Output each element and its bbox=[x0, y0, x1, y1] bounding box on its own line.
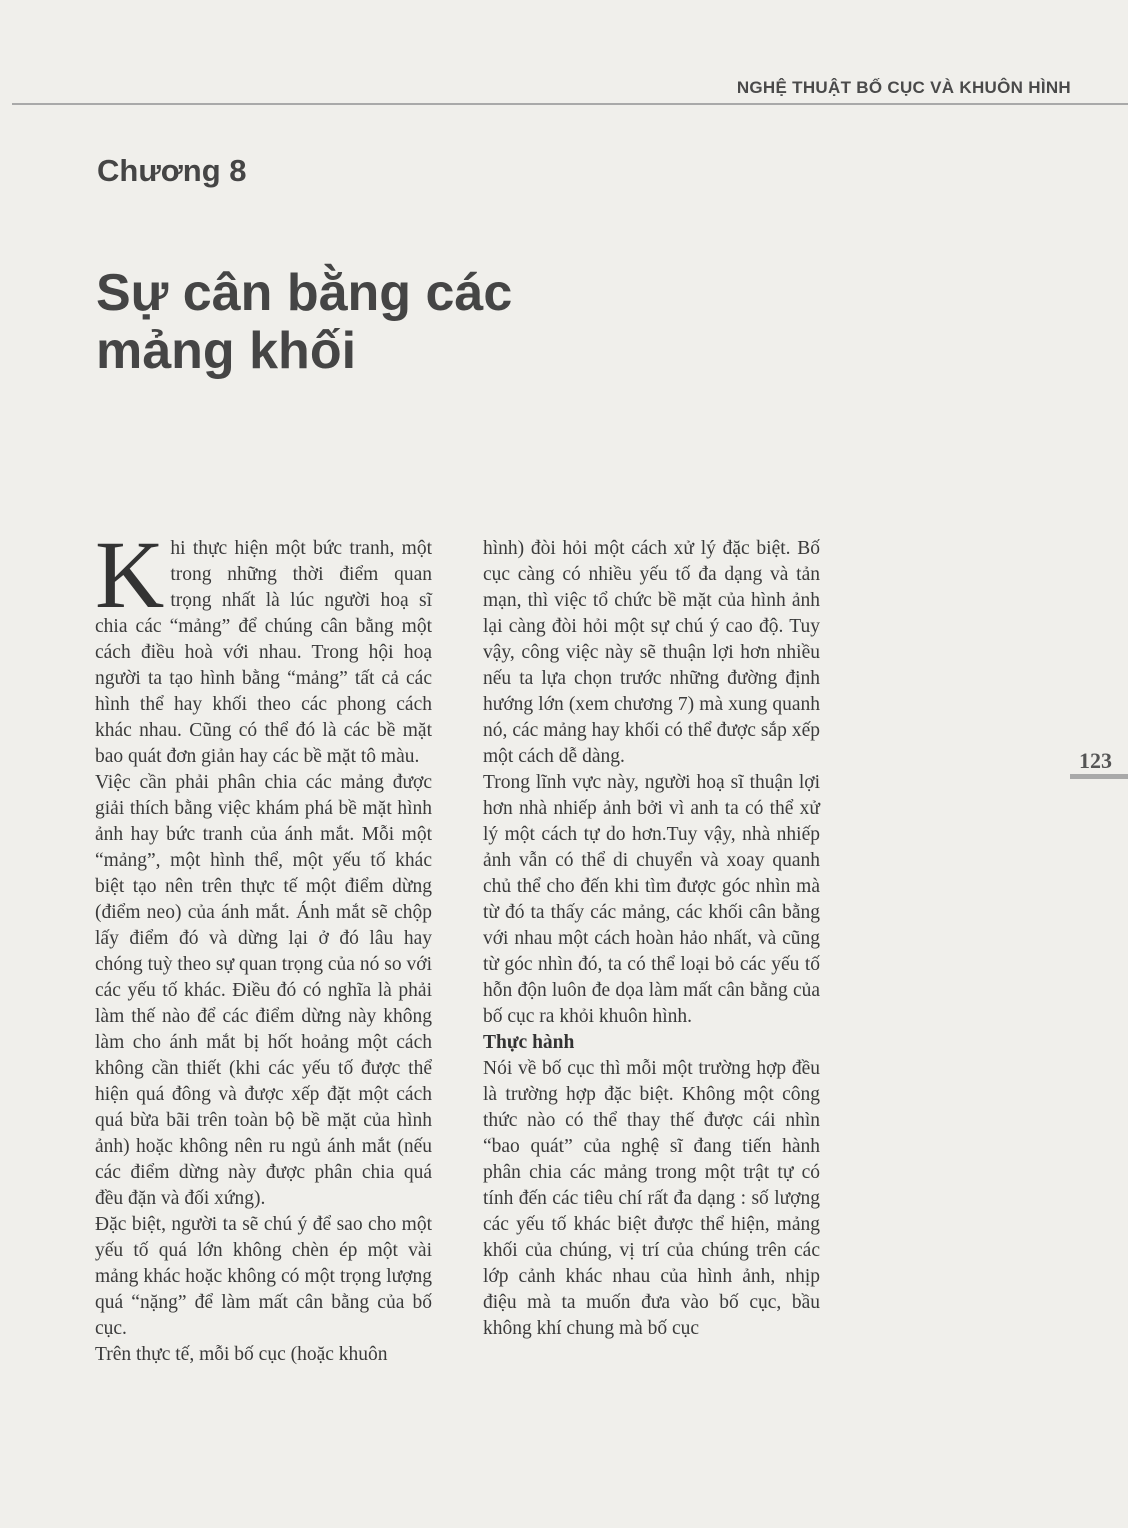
paragraph-6: Trong lĩnh vực này, người hoạ sĩ thuận lợi hơn nhà nhiếp ảnh bởi vì anh ta có thể xử lý một cách tự do hơn.Tuy vậy, nhà nhiếp ảnh vẫn có thể di chuyển và xoay quanh chủ thể cho đến khi tìm được góc nhìn mà từ đó ta thấy các mảng, các khối cân bằng với nhau một cách hoàn hảo nhất, và cũng từ góc nhìn đó, ta có thể loại bỏ các yếu tố hỗn độn luôn đe dọa làm mất cân bằng của bố cục ra khỏi khuôn hình. bbox=[483, 772, 820, 1027]
left-text-column bbox=[95, 521, 432, 1368]
chapter-title-line-1: Sự cân bằng các bbox=[96, 264, 513, 322]
paragraph-intro-text: hi thực hiện một bức tranh, một trong những thời điểm quan trọng nhất là lúc người hoạ sĩ chia các “mảng” để chúng cân bằng một cách điều hoà với nhau. Trong hội hoạ người ta tạo hình bằng “mảng” tất cả các hình thể hay khối theo các phong cách khác nhau. Cũng có thể đó là các bề mặt bao quát đơn giản hay các bề mặt tô màu. bbox=[95, 538, 432, 767]
paragraph-2: Việc cần phải phân chia các mảng được giải thích bằng việc khám phá bề mặt hình ảnh hay bức tranh của ánh mắt. Mỗi một “mảng”, một hình thể, một yếu tố khác biệt tạo nên trên thực tế một điểm dừng (điểm neo) của ánh mắt. Ánh mắt sẽ chộp lấy điểm đó và dừng lại ở đó lâu hay chóng tuỳ theo sự quan trọng của nó so với các yếu tố khác. Điều đó có nghĩa là phải làm thế nào để các điểm dừng này không làm cho ánh mắt bị hốt hoảng một cách không cần thiết (khi các yếu tố được thể hiện quá đông và được xếp đặt một cách quá bừa bãi trên toàn bộ bề mặt của hình ảnh) hoặc không nên ru ngủ ánh mắt (nếu các điểm dừng này được phân chia quá đều đặn và đối xứng). bbox=[95, 772, 432, 1209]
chapter-label: Chương 8 bbox=[97, 153, 247, 188]
paragraph-5: hình) đòi hỏi một cách xử lý đặc biệt. Bố cục càng có nhiều yếu tố đa dạng và tản mạn, thì việc tổ chức bề mặt của hình ảnh lại càng đòi hỏi một sự chú ý cao độ. Tuy vậy, công việc này sẽ thuận lợi hơn nhiều nếu ta lựa chọn trước những đường định hướng lớn (xem chương 7) mà xung quanh nó, các mảng hay khối có thể được sắp xếp một cách dễ dàng. bbox=[483, 538, 820, 767]
chapter-title bbox=[96, 264, 656, 380]
paragraph-4: Trên thực tế, mỗi bố cục (hoặc khuôn bbox=[95, 1344, 388, 1365]
page-number-tab bbox=[1070, 774, 1128, 779]
section-subheading: Thực hành bbox=[483, 1032, 575, 1053]
right-text-column bbox=[483, 536, 820, 1342]
chapter-title-line-2: mảng khối bbox=[96, 322, 357, 380]
drop-cap: K bbox=[95, 521, 165, 628]
running-header: NGHỆ THUẬT BỐ CỤC VÀ KHUÔN HÌNH bbox=[736, 78, 1071, 97]
header-rule bbox=[12, 103, 1128, 105]
paragraph-7: Nói về bố cục thì mỗi một trường hợp đều là trường hợp đặc biệt. Không một công thức nào có thể thay thế được cái nhìn “bao quát” của nghệ sĩ đang tiến hành phân chia các mảng trong một trật tự có tính đến các tiêu chí rất đa dạng : số lượng các yếu tố khác biệt được thể hiện, mảng khối của chúng, vị trí của chúng trên các lớp cảnh khác nhau của hình ảnh, nhịp điệu mà ta muốn đưa vào bố cục, bầu không khí chung mà bố cục bbox=[483, 1058, 820, 1339]
page-number: 123 bbox=[1079, 748, 1112, 773]
paragraph-3: Đặc biệt, người ta sẽ chú ý để sao cho một yếu tố quá lớn không chèn ép một vài mảng khác hoặc không có một trọng lượng quá “nặng” để làm mất cân bằng của bố cục. bbox=[95, 1214, 432, 1339]
paragraph-intro bbox=[95, 521, 432, 770]
